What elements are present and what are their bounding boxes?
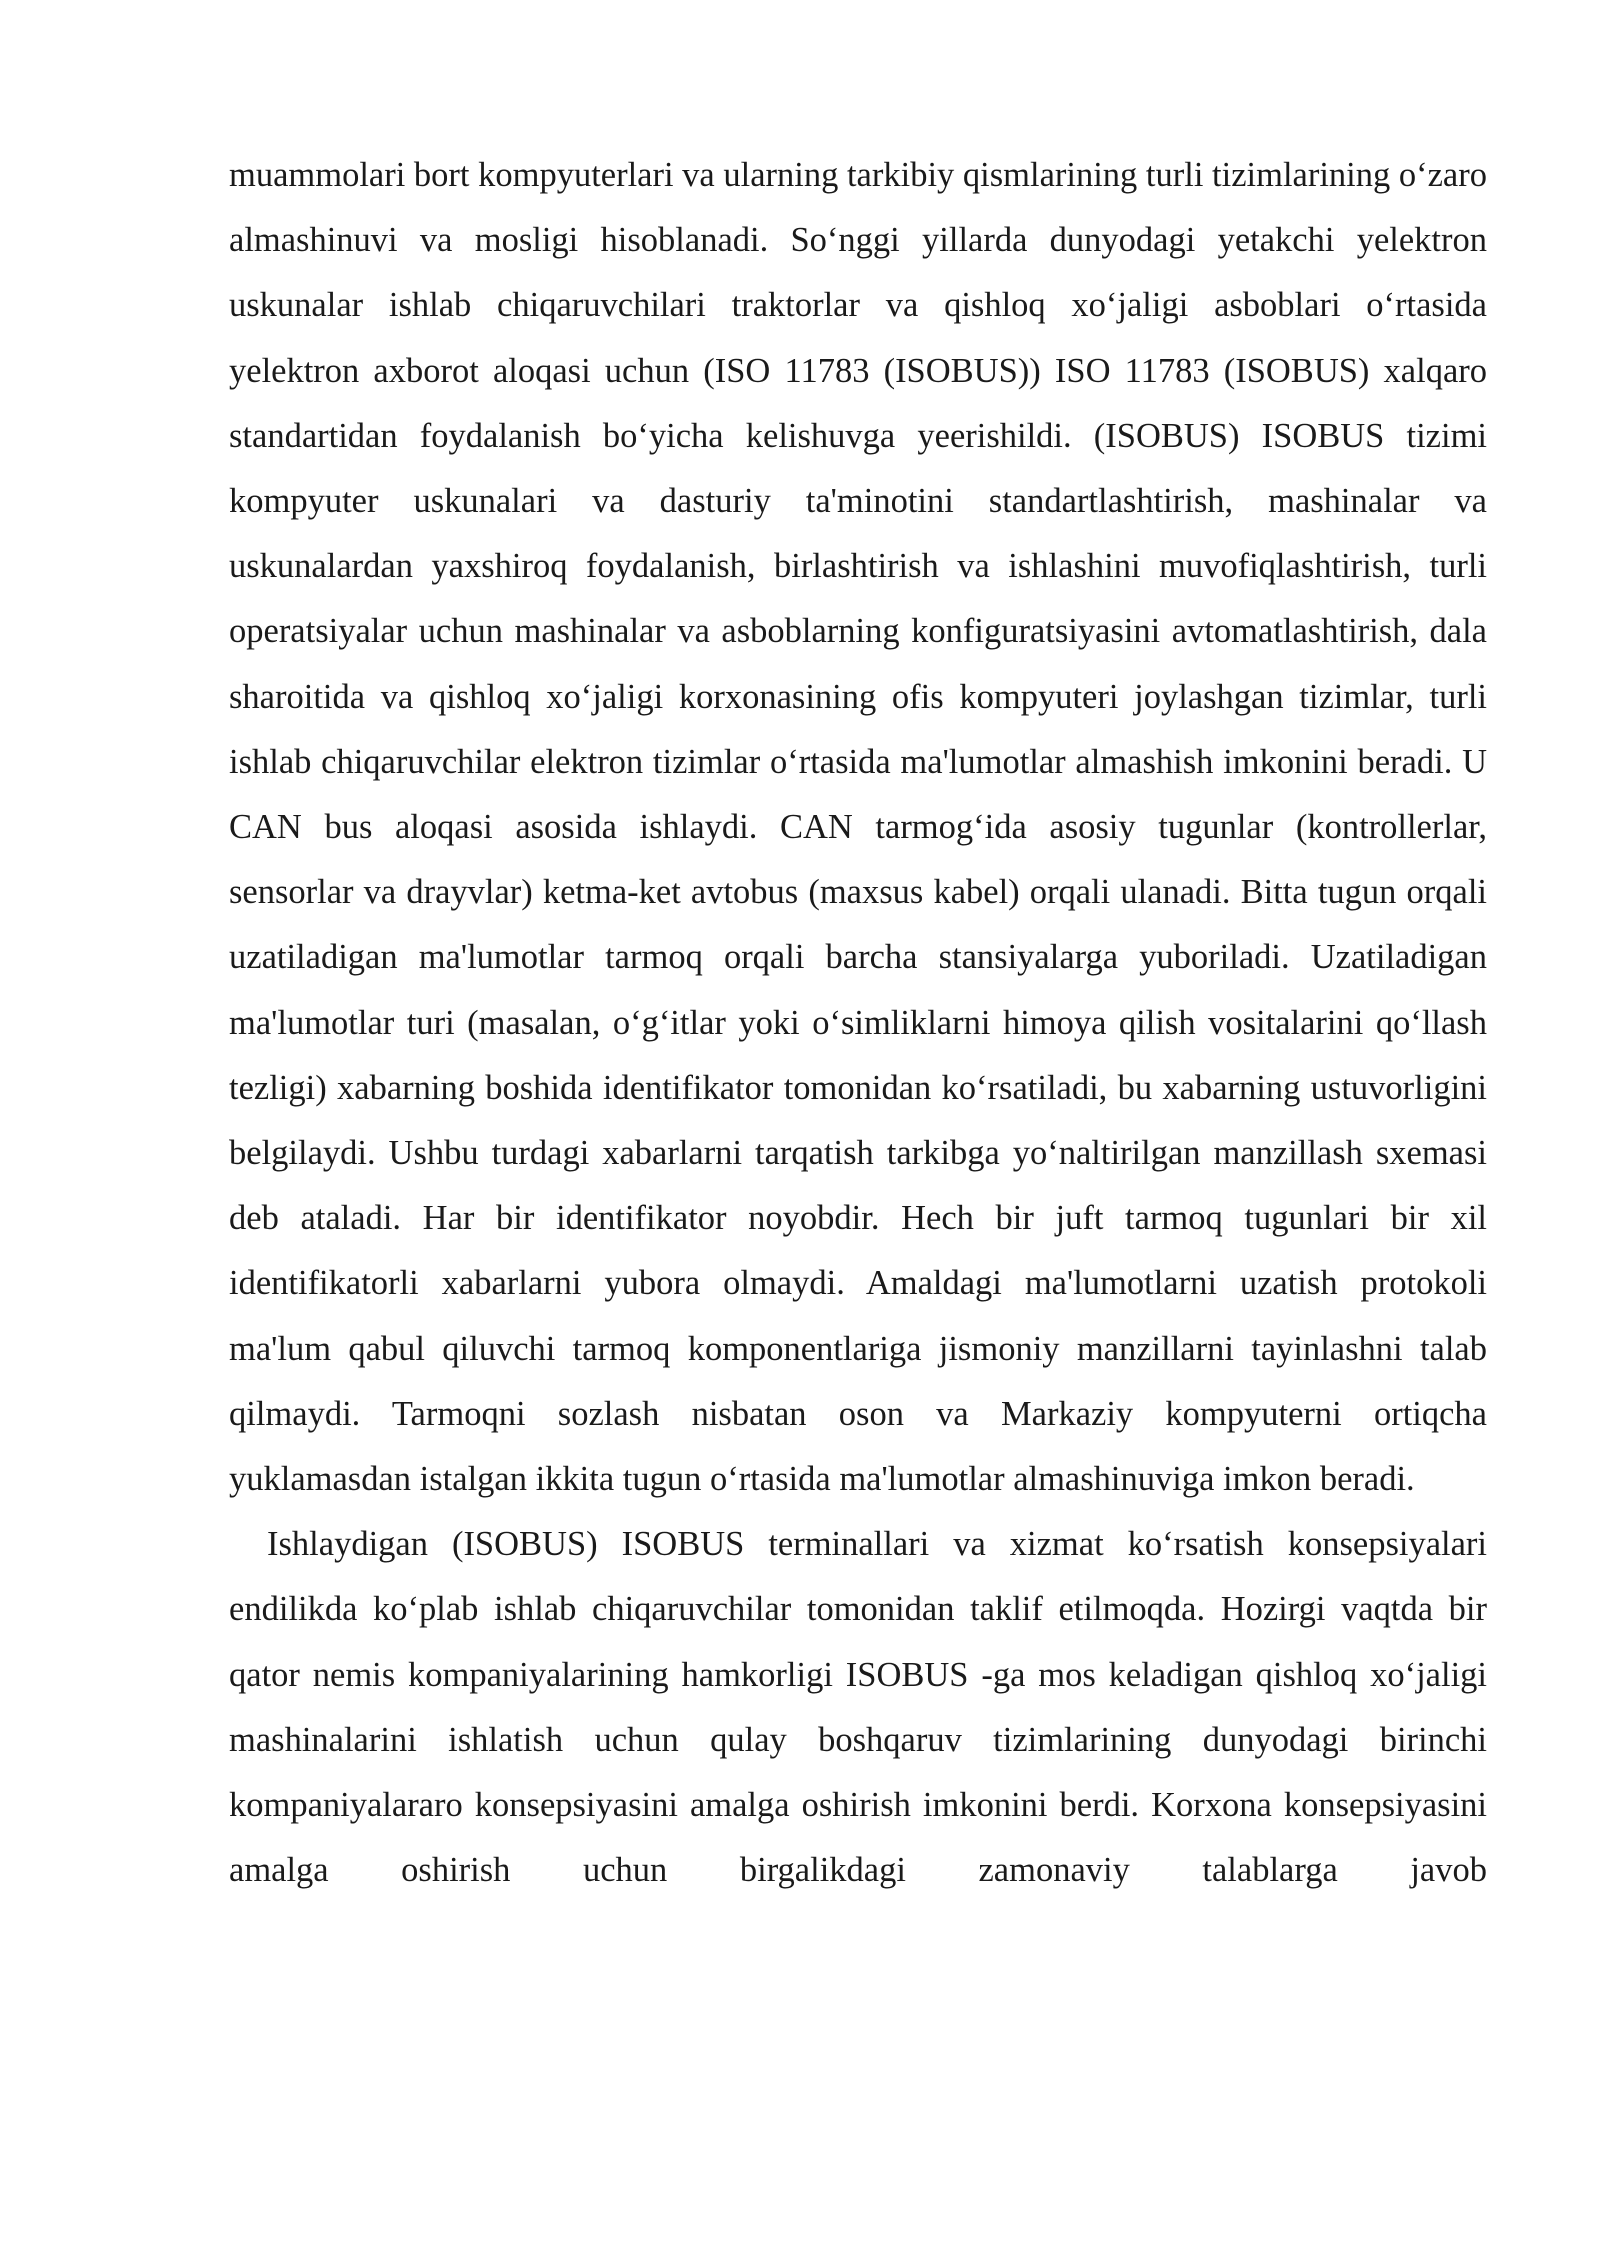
- paragraph-continuation: muammolari bort kompyuterlari va ularning tarkibiy qismlarining turli tizimlarining o‘zaro almashinuvi va mosligi hisoblanadi. So‘nggi yillarda dunyodagi yetakchi yelektron uskunalar ishlab chiqaruvchilari traktorlar va qishloq xo‘jaligi asboblari o‘rtasida yelektron axborot aloqasi uchun (ISO 11783 (ISOBUS)) ISO 11783 (ISOBUS) xalqaro standartidan foydalanish bo‘yicha kelishuvga yeerishildi. (ISOBUS) ISOBUS tizimi kompyuter uskunalari va dasturiy ta'minotini standartlashtirish, mashinalar va uskunalardan yaxshiroq foydalanish, birlashtirish va ishlashini muvofiqlashtirish, turli operatsiyalar uchun mashinalar va asboblarning konfiguratsiyasini avtomatlashtirish, dala sharoitida va qishloq xo‘jaligi korxonasining ofis kompyuteri joylashgan tizimlar, turli ishlab chiqaruvchilar elektron tizimlar o‘rtasida ma'lumotlar almashish imkonini beradi. U CAN bus aloqasi asosida ishlaydi. CAN tarmog‘ida asosiy tugunlar (kontrollerlar, sensorlar va drayvlar) ketma-ket avtobus (maxsus kabel) orqali ulanadi. Bitta tugun orqali uzatiladigan ma'lumotlar tarmoq orqali barcha stansiyalarga yuboriladi. Uzatiladigan ma'lumotlar turi (masalan, o‘g‘itlar yoki o‘simliklarni himoya qilish vositalarini qo‘llash tezligi) xabarning boshida identifikator tomonidan ko‘rsatiladi, bu xabarning ustuvorligini belgilaydi. Ushbu turdagi xabarlarni tarqatish tarkibga yo‘naltirilgan manzillash sxemasi deb ataladi. Har bir identifikator noyobdir. Hech bir juft tarmoq tugunlari bir xil identifikatorli xabarlarni yubora olmaydi. Amaldagi ma'lumotlarni uzatish protokoli ma'lum qabul qiluvchi tarmoq komponentlariga jismoniy manzillarni tayinlashni talab qilmaydi. Tarmoqni sozlash nisbatan oson va Markaziy kompyuterni ortiqcha yuklamasdan istalgan ikkita tugun o‘rtasida ma'lumotlar almashinuviga imkon beradi.: [229, 156, 1487, 1499]
- body-text: [229, 143, 1487, 1903]
- paragraph-isobus-terminals: Ishlaydigan (ISOBUS) ISOBUS terminallari va xizmat ko‘rsatish konsepsiyalari endilikda ko‘plab ishlab chiqaruvchilar tomonidan taklif etilmoqda. Hozirgi vaqtda bir qator nemis kompaniyalarining hamkorligi ISOBUS -ga mos keladigan qishloq xo‘jaligi mashinalarini ishlatish uchun qulay boshqaruv tizimlarining dunyodagi birinchi kompaniyalararo konsepsiyasini amalga oshirish imkonini berdi. Korxona konsepsiyasini amalga oshirish uchun birgalikdagi zamonaviy talablarga javob: [229, 1525, 1487, 1890]
